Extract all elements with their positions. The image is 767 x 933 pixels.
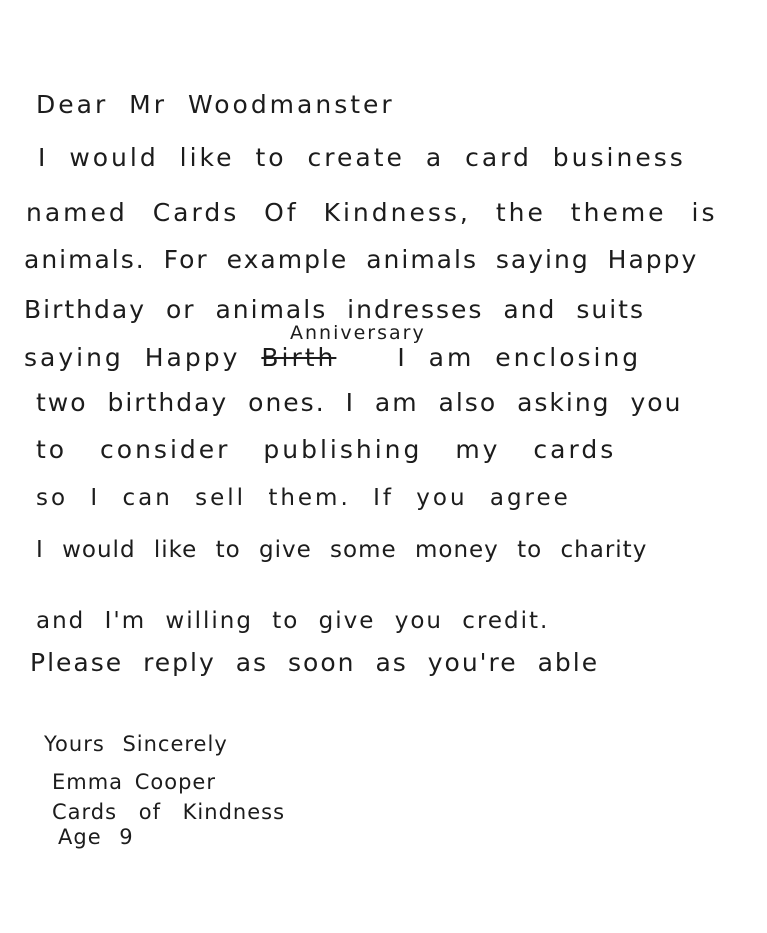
closing: Yours Sincerely xyxy=(44,732,228,756)
inserted-word: Anniversary xyxy=(290,322,426,344)
letter-line-8: so I can sell them. If you agree xyxy=(36,485,571,511)
letter-line-4: Birthday or animals indresses and suits xyxy=(24,295,645,324)
letter-line-3: animals. For example animals saying Happy xyxy=(24,245,699,274)
letter-line-2: named Cards Of Kindness, the theme is xyxy=(26,198,718,227)
letter-line-9: I would like to give some money to charity xyxy=(36,537,648,563)
signature-age: Age 9 xyxy=(58,825,134,849)
crossed-out-word: Birth xyxy=(261,343,337,372)
letter-line-5-end: I am enclosing xyxy=(397,343,642,372)
signature-name: Emma Cooper xyxy=(52,770,216,794)
letter-line-10: and I'm willing to give you credit. xyxy=(36,608,550,634)
correction xyxy=(261,343,336,372)
letter-line-11: Please reply as soon as you're able xyxy=(30,648,600,677)
letter-line-5-start: saying Happy xyxy=(24,343,241,372)
signature-company: Cards of Kindness xyxy=(52,800,286,824)
letter-line-1: I would like to create a card business xyxy=(38,143,686,172)
letter-line-5 xyxy=(24,343,641,372)
salutation: Dear Mr Woodmanster xyxy=(36,90,395,119)
letter-line-6: two birthday ones. I am also asking you xyxy=(36,388,683,417)
letter-line-7: to consider publishing my cards xyxy=(36,435,617,464)
